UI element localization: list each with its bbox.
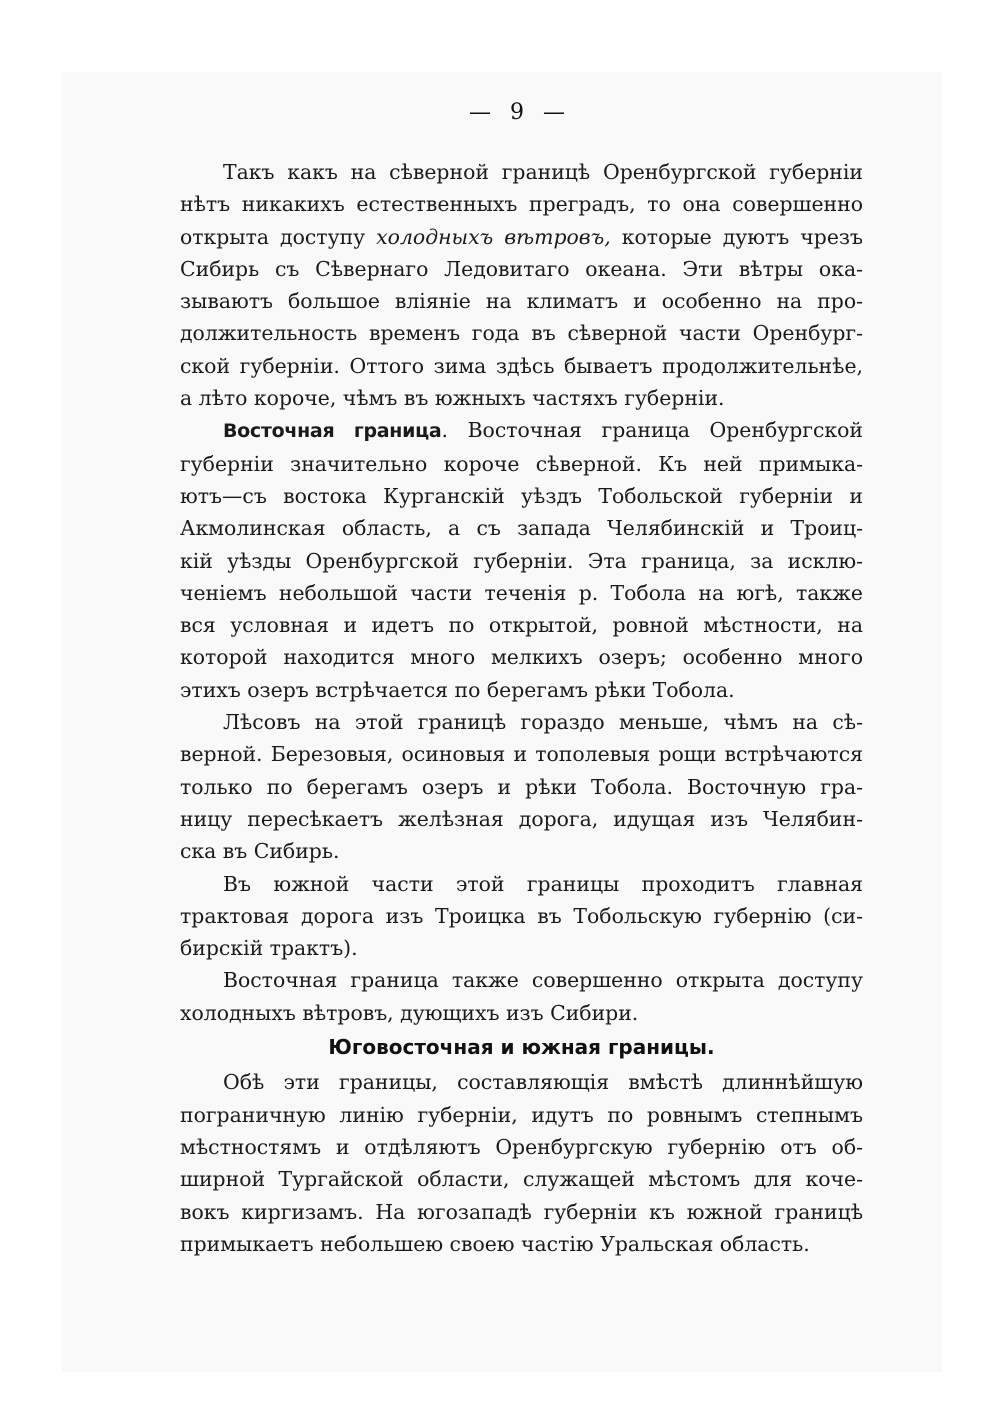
paragraph-line: Сибирь съ Сѣвернаго Ледовитаго океана. Эти вѣтры ока- (180, 256, 863, 281)
paragraph-line: нѣтъ никакихъ естественныхъ преградъ, то она совершенно (180, 192, 863, 217)
section-heading-inline: Восточная граница (223, 420, 442, 443)
paragraph-line: ницу пересѣкаетъ желѣзная дорога, идущая изъ Челябин- (180, 806, 863, 831)
paragraph-line: ской губерніи. Оттого зима здѣсь бываетъ продолжительнѣе, (180, 353, 863, 378)
paragraph-line: примыкаетъ небольшею своею частію Уральская область. (180, 1231, 810, 1256)
paragraph-line: ска въ Сибирь. (180, 839, 340, 864)
paragraph-line: Акмолинская область, а съ запада Челябинскій и Троиц- (180, 516, 863, 541)
paragraph-line: этихъ озеръ встрѣчается по берегамъ рѣки Тобола. (180, 677, 735, 702)
paragraph-line: ютъ—съ востока Курганскій уѣздъ Тобольской губерніи и (180, 483, 863, 508)
paragraph-line: Въ южной части этой границы проходитъ главная (223, 871, 863, 896)
paragraph-line: Такъ какъ на сѣверной границѣ Оренбургской губерніи (223, 160, 863, 184)
paragraph-line: вокъ киргизамъ. На югозападѣ губерніи къ южной границѣ (180, 1199, 863, 1224)
page-number: — 9 — (469, 100, 571, 125)
paragraph-line: вся условная и идетъ по открытой, ровной мѣстности, на (180, 613, 863, 638)
paragraph-line: ченіемъ небольшой части теченія р. Тобола на югѣ, также (180, 580, 863, 605)
paragraph-line: Лѣсовъ на этой границѣ гораздо меньше, чѣмъ на сѣ- (223, 710, 863, 735)
paragraph-line: холодныхъ вѣтровъ, дующихъ изъ Сибири. (180, 1000, 639, 1025)
paragraph-line: кій уѣзды Оренбургской губерніи. Эта граница, за исклю- (180, 548, 863, 573)
paragraph-line: которой находится много мелкихъ озеръ; особенно много (180, 645, 863, 670)
text-run: которые дуютъ чрезъ (621, 224, 863, 249)
italic-phrase: холодныхъ вѣтровъ, (376, 224, 611, 249)
paragraph-line: а лѣто короче, чѣмъ въ южныхъ частяхъ губерніи. (180, 386, 725, 411)
paragraph-line (180, 414, 863, 447)
paragraph-line: зываютъ большое вліяніе на климатъ и особенно на про- (180, 289, 863, 314)
paragraph-line: ширной Тургайской области, служащей мѣстомъ для коче- (180, 1167, 863, 1192)
text-run: . Восточная граница Оренбургской (441, 418, 863, 443)
paragraph-line: Обѣ эти границы, составляющія вмѣстѣ длиннѣйшую (223, 1070, 863, 1095)
paragraph-line: пограничную линію губерніи, идутъ по ровнымъ степнымъ (180, 1102, 863, 1127)
paragraph-line: Восточная граница также совершенно открыта доступу (223, 968, 863, 993)
paragraph-line: верной. Березовыя, осиновыя и тополевыя рощи встрѣчаются (180, 742, 863, 767)
paragraph-line (180, 221, 863, 253)
paragraph-line: трактовая дорога изъ Троицка въ Тобольскую губернію (си- (180, 903, 863, 928)
section-heading: Юговосточная и южная границы. (328, 1035, 715, 1060)
paragraph-line: губерніи значительно короче сѣверной. Къ ней примыка- (180, 451, 863, 476)
paragraph-line: должительность временъ года въ сѣверной части Оренбург- (180, 321, 863, 346)
body-text (180, 156, 863, 1260)
paragraph-line: только по берегамъ озеръ и рѣки Тобола. Восточную гра- (180, 774, 863, 799)
paragraph-line: мѣстностямъ и отдѣляютъ Оренбургскую губернію отъ об- (180, 1134, 863, 1159)
paragraph-line: бирскій трактъ). (180, 936, 358, 961)
text-run: открыта доступу (180, 224, 366, 249)
